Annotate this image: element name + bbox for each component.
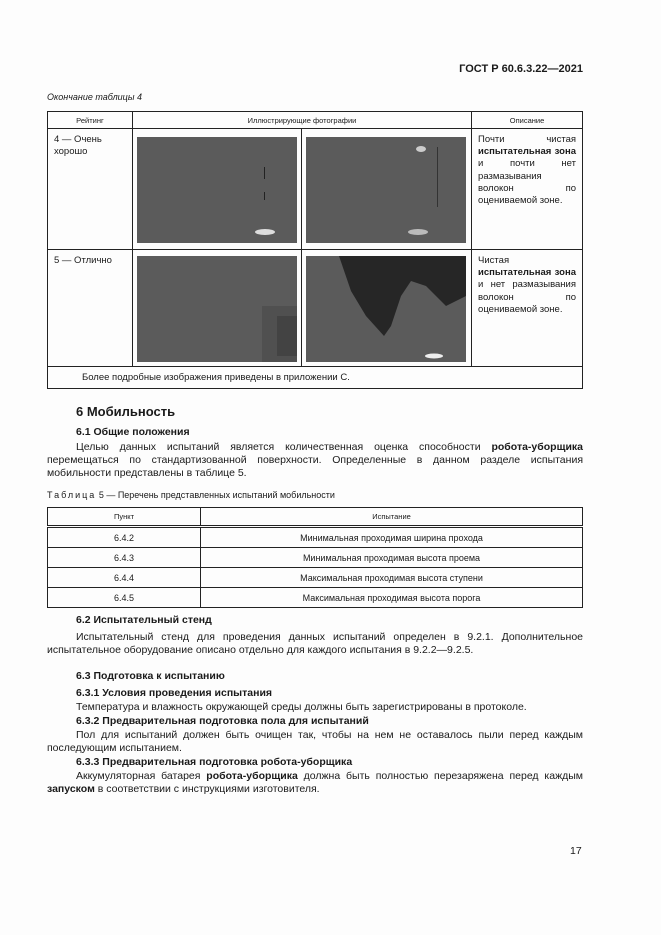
column-header-description: Описание [472,112,583,129]
table-4 [47,111,583,389]
test-photo [306,137,466,243]
test-photo [306,256,466,362]
section-6-3-title: 6.3 Подготовка к испытанию [76,670,225,682]
test-cell: Минимальная проходимая ширина прохода [201,527,583,548]
column-header-rating: Рейтинг [48,112,133,129]
description-bold: испытательная зона [478,146,576,158]
item-cell: 6.4.2 [48,527,201,548]
description-text: Почти чистая [478,134,576,145]
paragraph-text: должна быть полностью перезаряжена перед каждым [297,770,583,782]
section-6-3-3-paragraph [47,770,583,796]
table-row [48,250,583,367]
description-cell [472,129,583,250]
section-6-2-title: 6.2 Испытательный стенд [76,614,212,626]
paragraph-text: Аккумуляторная батарея [76,770,207,782]
test-photo [137,137,297,243]
column-header-photos: Иллюстрирующие фотографии [132,112,471,129]
rating-cell: 5 — Отлично [48,250,133,367]
table4-footnote: Более подробные изображения приведены в приложении С. [48,367,583,389]
column-header-item: Пункт [48,508,201,527]
table-row [48,568,583,588]
description-bold: испытательная зона [478,267,576,279]
paragraph-text: в соответствии с инструкциями изготовителя. [94,783,320,795]
table-row [48,588,583,608]
description-text: и нет размазывания волокон по оцениваемой зоне. [478,279,576,315]
paragraph-bold: робота-уборщика [206,770,298,782]
description-text: Чистая [478,255,510,266]
table5-caption [47,490,335,500]
column-header-test: Испытание [201,508,583,527]
test-photo [137,256,297,362]
section-6-1-paragraph [47,441,583,480]
page-number: 17 [570,845,582,857]
test-cell: Минимальная проходимая высота проема [201,548,583,568]
table-5 [47,507,583,608]
section-6-1-title: 6.1 Общие положения [76,426,190,438]
paragraph-bold: запуском [47,783,95,795]
document-standard-number: ГОСТ Р 60.6.3.22—2021 [459,63,583,75]
description-cell [472,250,583,367]
section-6-3-2-title: 6.3.2 Предварительная подготовка пола для испытаний [76,715,369,727]
paragraph-bold: робота-уборщика [491,441,583,453]
table-row [48,129,583,250]
table4-caption: Окончание таблицы 4 [47,92,142,102]
table-row [48,527,583,548]
section-6-3-3-title: 6.3.3 Предварительная подготовка робота-уборщика [76,756,353,768]
table-caption-text: 5 — Перечень представленных испытаний мобильности [98,490,335,500]
item-cell: 6.4.3 [48,548,201,568]
paragraph-text: перемещаться по стандартизованной поверхности. Определенные в данном разделе испытания мобильности представлены в таблице 5. [47,454,583,479]
photo-cell [302,129,472,250]
rating-cell: 4 — Очень хорошо [48,129,133,250]
section-6-3-1-paragraph: Температура и влажность окружающей среды должны быть зарегистрированы в протоколе. [76,701,527,713]
photo-cell [302,250,472,367]
item-cell: 6.4.5 [48,588,201,608]
paragraph-text: Целью данных испытаний является количественная оценка способности [76,441,492,453]
table-label: Таблица [47,490,97,500]
test-cell: Максимальная проходимая высота ступени [201,568,583,588]
section-6-2-paragraph: Испытательный стенд для проведения данных испытаний определен в 9.2.1. Дополнительное испытательное оборудование описано отдельно для каждого испытания в 9.2.2—9.2.5. [47,631,583,656]
test-cell: Максимальная проходимая высота порога [201,588,583,608]
item-cell: 6.4.4 [48,568,201,588]
section-6-3-2-paragraph: Пол для испытаний должен быть очищен так, чтобы на нем не оставалось пыли перед каждым последующим испытанием. [47,729,583,754]
description-text: и почти нет размазывания волокон по оцениваемой зоне. [478,158,576,207]
section-6-title: 6 Мобильность [76,404,176,419]
photo-cell [132,129,302,250]
table-row [48,548,583,568]
section-6-3-1-title: 6.3.1 Условия проведения испытания [76,687,273,699]
photo-cell [132,250,302,367]
